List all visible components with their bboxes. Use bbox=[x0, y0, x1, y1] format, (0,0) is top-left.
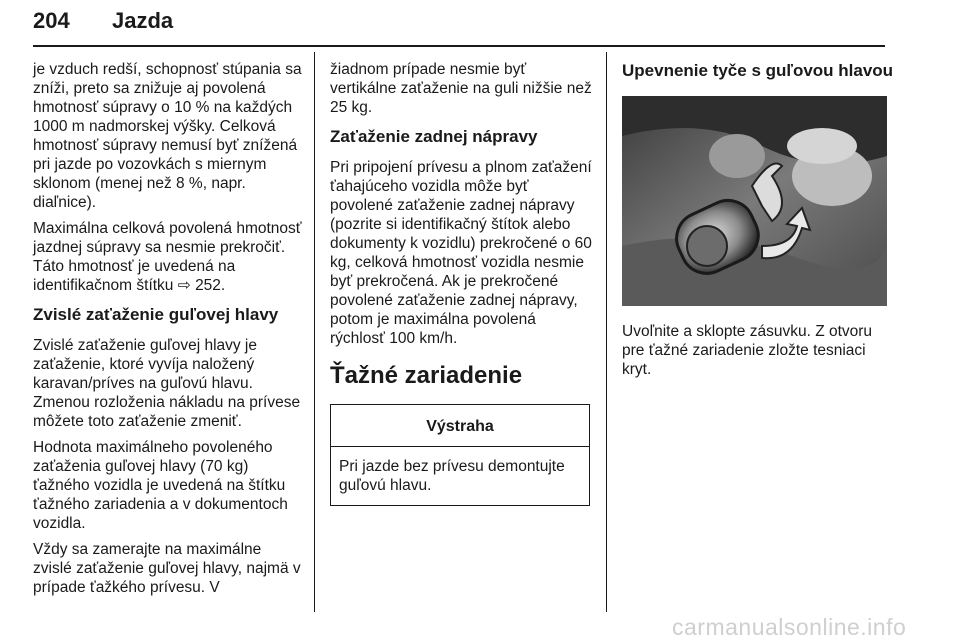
paragraph: Vždy sa zamerajte na maximálne zvislé zaťaženie guľovej hlavy, najmä v prípade ťažkého prívesu. V bbox=[33, 541, 301, 596]
tow-bar-socket-photo bbox=[622, 96, 887, 306]
section-heading: Zaťaženie zadnej nápravy bbox=[330, 127, 538, 146]
warning-box bbox=[330, 404, 590, 506]
column-1 bbox=[33, 60, 303, 604]
warning-title: Výstraha bbox=[331, 405, 589, 447]
watermark: carmanualsonline.info bbox=[672, 614, 907, 640]
paragraph: Pri pripojení prívesu a plnom zaťažení ťahajúceho vozidla môže byť povolené zaťaženie zadnej nápravy (pozrite si identifikačný štítok alebo dokumenty k vozidlu) prekročené o 60 kg, celková hmotnosť vozidla nesmie byť prekročená. Ak je prekročené povolené zaťaženie zadnej nápravy, potom je maximálna povolená rýchlosť 100 km/h. bbox=[330, 159, 592, 347]
paragraph: Uvoľnite a sklopte zásuvku. Z otvoru pre ťažné zariadenie zložte tesniaci kryt. bbox=[622, 323, 873, 378]
paragraph: Zvislé zaťaženie guľovej hlavy je zaťaženie, ktoré vyvíja naložený karavan/príves na guľovú hlavu. Zmenou rozloženia nákladu na prívese môžete toto zaťaženie zmeniť. bbox=[33, 337, 301, 430]
column-2 bbox=[330, 60, 592, 506]
warning-text: Pri jazde bez prívesu demontujte guľovú hlavu. bbox=[339, 458, 565, 494]
page-header bbox=[33, 8, 885, 48]
arrow-reference-icon: ⇨ bbox=[177, 277, 191, 294]
header-rule bbox=[33, 45, 885, 47]
paragraph: žiadnom prípade nesmie byť vertikálne zaťaženie na guli nižšie než 25 kg. bbox=[330, 61, 592, 116]
column-divider bbox=[314, 52, 315, 612]
paragraph: je vzduch redší, schopnosť stúpania sa zníži, preto sa znižuje aj povolená hmotnosť súpravy o 10 % na každých 1000 m nadmorskej výšky. Celková hmotnosť súpravy nemusí byť znížená pri jazde po vozovkách s miernym sklonom (menej než 8 %, napr. diaľnice). bbox=[33, 61, 302, 211]
page-reference[interactable]: 252. bbox=[195, 277, 226, 294]
page-number: 204 bbox=[33, 8, 70, 33]
column-3 bbox=[622, 60, 894, 386]
paragraph: Maximálna celková povolená hmotnosť jazdnej súpravy sa nesmie prekročiť. Táto hmotnosť je uvedená na identifikačnom štítku ⇨ 252. bbox=[33, 220, 302, 294]
section-heading: Upevnenie tyče s guľovou hlavou bbox=[622, 61, 894, 80]
section-heading: Zvislé zaťaženie guľovej hlavy bbox=[33, 305, 279, 324]
column-divider bbox=[606, 52, 607, 612]
chapter-heading: Ťažné zariadenie bbox=[330, 362, 523, 389]
chapter-title: Jazda bbox=[112, 8, 174, 33]
paragraph: Hodnota maximálneho povoleného zaťaženia guľovej hlavy (70 kg) ťažného vozidla je uvedená na štítku ťažného zariadenia a v dokumentoch vozidla. bbox=[33, 439, 288, 532]
